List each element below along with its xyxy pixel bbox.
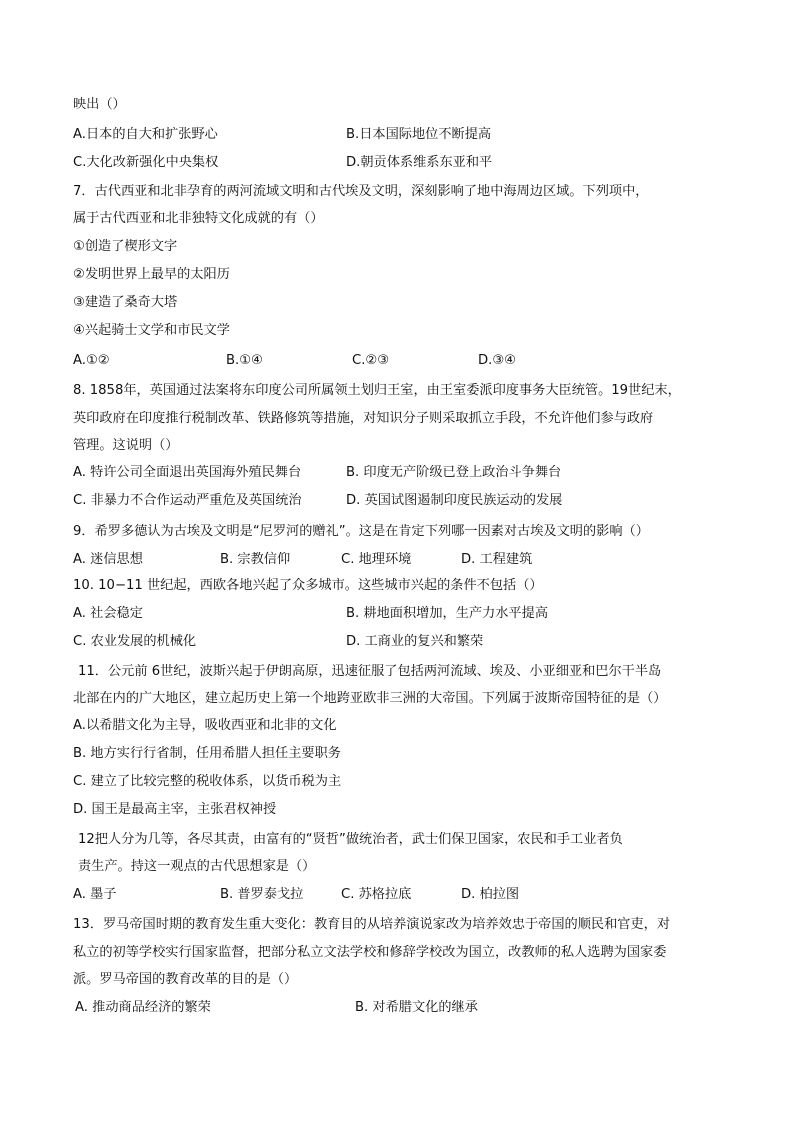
q7-option-b: B.①④ — [226, 353, 263, 368]
q6-option-a: A.日本的自大和扩张野心 — [73, 127, 218, 142]
q11-option-b: B. 地方实行行省制，任用希腊人担任主要职务 — [73, 746, 341, 761]
q7-option-a: A.①② — [73, 353, 110, 368]
q11-option-d: D. 国王是最高主宰，主张君权神授 — [73, 802, 277, 817]
q12-stem-line1: 12把人分为几等，各尽其责，由富有的“贤哲”做统治者，武士们保卫国家，农民和手工业者负 — [78, 832, 623, 847]
q6-option-c: C.大化改新强化中央集权 — [73, 155, 219, 170]
q7-item-3: ③建造了桑奇大塔 — [73, 295, 178, 310]
q9-option-d: D. 工程建筑 — [461, 552, 533, 567]
q13-option-b: B. 对希腊文化的继承 — [355, 1000, 478, 1015]
q13-stem-line2: 私立的初等学校实行国家监督，把部分私立文法学校和修辞学校改为国立，改教师的私人选聘为国家委 — [73, 945, 667, 960]
q8-stem-line1: 8. 1858年，英国通过法案将东印度公司所属领土划归王室，由王室委派印度事务大臣统管。19世纪末， — [73, 383, 681, 398]
q8-option-c: C. 非暴力不合作运动严重危及英国统治 — [73, 493, 302, 508]
q6-option-d: D.朝贡体系维系东亚和平 — [346, 155, 493, 170]
q6-option-b: B.日本国际地位不断提高 — [346, 127, 492, 142]
q9-option-c: C. 地理环境 — [341, 552, 412, 567]
q9-option-b: B. 宗教信仰 — [220, 552, 291, 567]
q9-option-a: A. 迷信思想 — [73, 552, 143, 567]
q9-stem: 9．希罗多德认为古埃及文明是“尼罗河的赠礼”。这是在肯定下列哪一因素对古埃及文明的影响（） — [73, 524, 649, 539]
q8-option-b: B. 印度无产阶级已登上政治斗争舞台 — [346, 465, 562, 480]
q10-option-c: C. 农业发展的机械化 — [73, 634, 197, 649]
q7-item-1: ①创造了楔形文字 — [73, 239, 178, 254]
q8-stem-line2: 英印政府在印度推行税制改革、铁路修筑等措施，对知识分子则采取抓立手段，不允许他们参与政府 — [73, 411, 654, 426]
q7-item-4: ④兴起骑士文学和市民文学 — [73, 323, 230, 338]
q12-option-a: A. 墨子 — [73, 887, 117, 902]
q11-stem-line1: 11．公元前 6世纪，波斯兴起于伊朗高原，迅速征服了包括两河流域、埃及、小亚细亚和巴尔干半岛 — [78, 664, 662, 679]
q10-option-d: D. 工商业的复兴和繁荣 — [346, 634, 484, 649]
q12-option-c: C. 苏格拉底 — [341, 887, 412, 902]
q11-option-c: C. 建立了比较完整的税收体系，以货币税为主 — [73, 774, 342, 789]
q10-option-b: B. 耕地面积增加，生产力水平提高 — [346, 606, 549, 621]
q12-option-b: B. 普罗泰戈拉 — [220, 887, 304, 902]
q8-stem-line3: 管理。这说明（） — [73, 438, 179, 453]
q7-option-c: C.②③ — [352, 353, 390, 368]
q12-option-d: D. 柏拉图 — [461, 887, 520, 902]
q10-option-a: A. 社会稳定 — [73, 606, 143, 621]
q13-option-a: A. 推动商品经济的繁荣 — [75, 1000, 211, 1015]
q10-stem: 10. 10−11 世纪起，西欧各地兴起了众多城市。这些城市兴起的条件不包括（） — [73, 578, 543, 593]
q11-option-a: A.以希腊文化为主导，吸收西亚和北非的文化 — [73, 718, 337, 733]
q8-option-d: D. 英国试图遏制印度民族运动的发展 — [346, 493, 563, 508]
q7-item-2: ②发明世界上最早的太阳历 — [73, 267, 230, 282]
q7-stem-line2: 属于古代西亚和北非独特文化成就的有（） — [73, 211, 324, 226]
q11-stem-line2: 北部在内的广大地区，建立起历史上第一个地跨亚欧非三洲的大帝国。下列属于波斯帝国特征的是（） — [73, 691, 667, 706]
q13-stem-line1: 13．罗马帝国时期的教育发生重大变化：教育目的从培养演说家改为培养效忠于帝国的顺民和官吏，对 — [73, 917, 671, 932]
q13-stem-line3: 派。罗马帝国的教育改革的目的是（） — [73, 972, 298, 987]
q8-option-a: A. 特许公司全面退出英国海外殖民舞台 — [73, 465, 302, 480]
q7-option-d: D.③④ — [478, 353, 516, 368]
q6-tail: 映出（） — [73, 97, 126, 112]
q12-stem-line2: 责生产。持这一观点的古代思想家是（） — [78, 859, 316, 874]
q7-stem-line1: 7．古代西亚和北非孕育的两河流域文明和古代埃及文明，深刻影响了地中海周边区域。下列项中， — [73, 184, 649, 199]
